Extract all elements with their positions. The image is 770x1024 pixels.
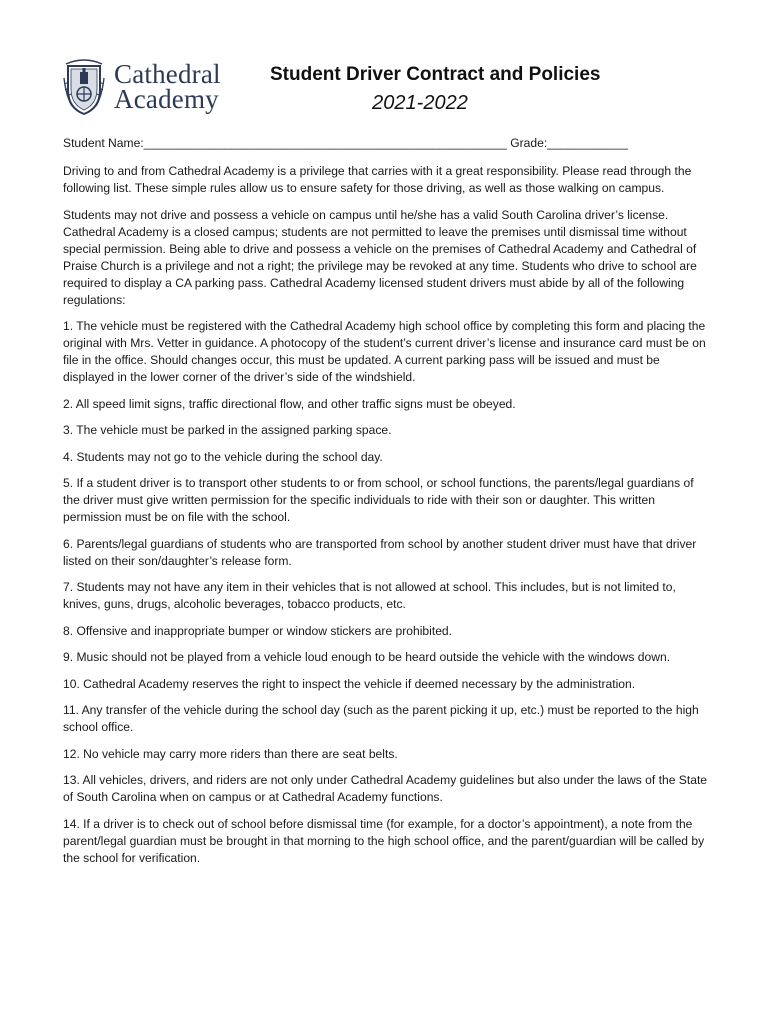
title-block <box>270 64 601 115</box>
rule-item: 3. The vehicle must be parked in the assigned parking space. <box>63 423 392 437</box>
school-logo <box>62 56 252 120</box>
rule-item: 10. Cathedral Academy reserves the right to inspect the vehicle if deemed necessary by the administration. <box>63 676 636 691</box>
logo-line-1: Cathedral <box>114 59 221 89</box>
rule-item: 5. If a student driver is to transport other students to or from school, or school functions, the parents/legal guardians of the driver must give written permission for the specific individuals to ride with their son or daughter. This written permission must be on file with the school. <box>63 476 694 524</box>
logo-line-2: Academy <box>114 84 219 114</box>
rule-item: 7. Students may not have any item in their vehicles that is not allowed at school. This includes, but is not limited to, knives, guns, drugs, alcoholic beverages, tobacco products, etc. <box>63 580 676 611</box>
rule-item: 4. Students may not go to the vehicle during the school day. <box>63 449 383 464</box>
rule-item: 9. Music should not be played from a vehicle loud enough to be heard outside the vehicle with the windows down. <box>63 650 671 664</box>
grade-field: Grade:____________ <box>510 136 628 150</box>
cathedral-crest-icon <box>62 56 106 118</box>
document-title: Student Driver Contract and Policies <box>270 64 601 85</box>
rule-item: 2. All speed limit signs, traffic directional flow, and other traffic signs must be obeyed. <box>63 396 516 411</box>
rule-item: 12. No vehicle may carry more riders than there are seat belts. <box>63 746 398 761</box>
student-info-line <box>63 135 713 152</box>
policy-paragraph: Students may not drive and possess a vehicle on campus until he/she has a valid South Carolina driver’s license. Cathedral Academy is a closed campus; students are not permitted to leave the premises until dismissal time without special permission. Being able to drive and possess a vehicle on the premises of Cathedral Academy and Cathedral of Praise Church is a privilege and not a right; the privilege may be revoked at any time. Students who drive to school are required to display a CA parking pass. Cathedral Academy licensed student drivers must abide by all of the following regulations: <box>63 207 697 307</box>
rule-item: 6. Parents/legal guardians of students who are transported from school by another student driver must have that driver listed on their son/daughter’s release form. <box>63 536 697 568</box>
intro-paragraph: Driving to and from Cathedral Academy is a privilege that carries with it a great responsibility. Please read through the following list. These simple rules allow us to ensure safety for those driving, as well as those walking on campus. <box>63 164 692 195</box>
document-body <box>63 135 713 876</box>
rule-item: 14. If a driver is to check out of school before dismissal time (for example, for a doctor’s appointment), a note from the parent/legal guardian must be brought in that morning to the high school office, and the parent/guardian will be called by the school for verification. <box>63 816 705 865</box>
document-year: 2021-2022 <box>372 92 468 114</box>
rule-item: 1. The vehicle must be registered with the Cathedral Academy high school office by completing this form and placing the original with Mrs. Vetter in guidance. A photocopy of the student’s current driver’s license and insurance card must be on file in the office. Should changes occur, this must be updated. A current parking pass will be issued and must be displayed in the lower corner of the driver’s side of the windshield. <box>63 319 706 384</box>
student-name-field: Student Name:______________________________________________________ <box>63 136 507 150</box>
rule-item: 13. All vehicles, drivers, and riders are not only under Cathedral Academy guidelines but also under the laws of the State of South Carolina when on campus or at Cathedral Academy functions. <box>63 773 708 804</box>
rule-item: 11. Any transfer of the vehicle during the school day (such as the parent picking it up, etc.) must be reported to the high school office. <box>63 703 699 734</box>
rule-item: 8. Offensive and inappropriate bumper or window stickers are prohibited. <box>63 623 453 638</box>
logo-wordmark <box>114 59 221 114</box>
